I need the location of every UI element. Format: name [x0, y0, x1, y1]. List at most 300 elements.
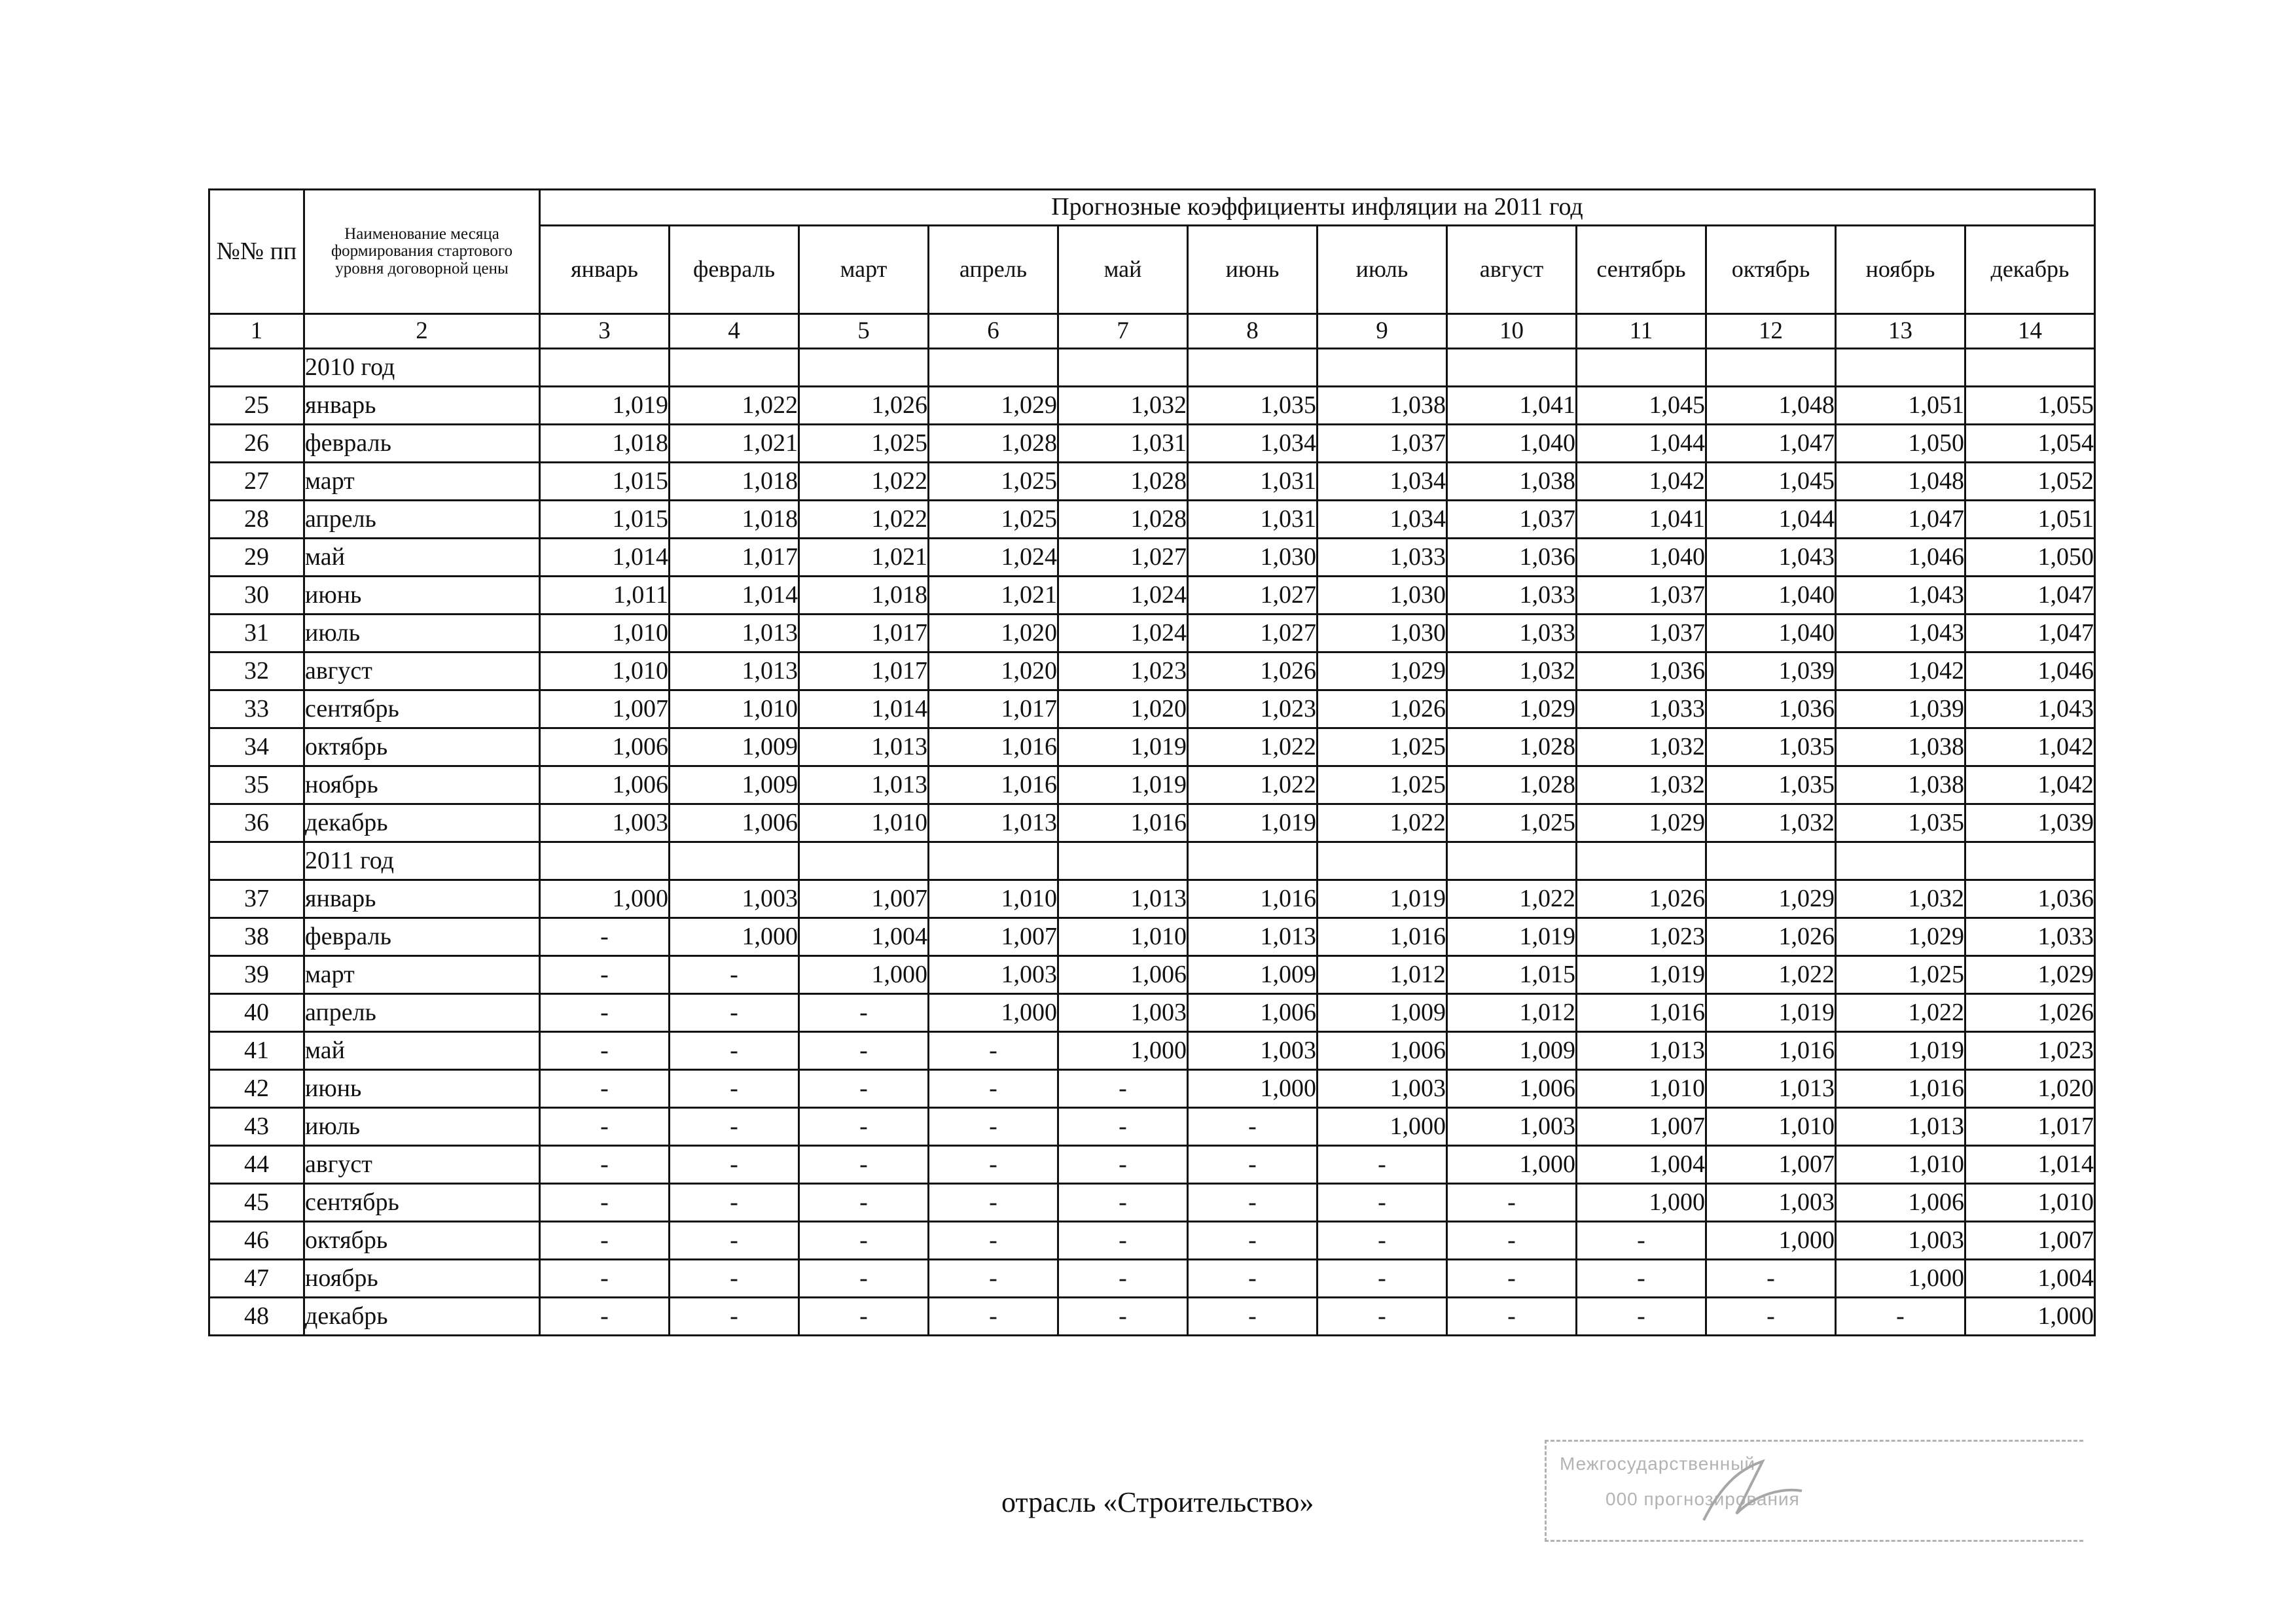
table-row	[209, 387, 2095, 425]
column-number: 4	[670, 314, 799, 349]
coefficient-cell: 1,041	[1447, 387, 1577, 425]
row-number: 29	[209, 539, 304, 577]
coefficient-cell: 1,012	[1447, 994, 1577, 1032]
coefficient-cell: 1,050	[1836, 425, 1965, 463]
coefficient-cell: 1,014	[670, 577, 799, 615]
row-number: 45	[209, 1184, 304, 1222]
row-number: 33	[209, 690, 304, 728]
coefficient-cell: 1,000	[1965, 1298, 2095, 1336]
empty-cell	[1188, 349, 1318, 387]
coefficient-cell: -	[1058, 1146, 1188, 1184]
empty-cell	[1965, 842, 2095, 880]
table-row	[209, 728, 2095, 766]
coefficient-cell: 1,017	[929, 690, 1058, 728]
coefficient-cell: 1,031	[1058, 425, 1188, 463]
coefficient-cell: -	[540, 1184, 670, 1222]
column-number: 6	[929, 314, 1058, 349]
coefficient-cell: 1,034	[1318, 463, 1447, 501]
coefficient-cell: -	[1058, 1260, 1188, 1298]
coefficient-cell: 1,025	[1318, 728, 1447, 766]
coefficient-cell: 1,013	[799, 766, 929, 804]
coefficient-cell: -	[929, 1032, 1058, 1070]
coefficient-cell: -	[1058, 1070, 1188, 1108]
coefficient-cell: -	[670, 1298, 799, 1336]
coefficient-cell: 1,028	[1058, 463, 1188, 501]
coefficient-cell: 1,033	[1447, 615, 1577, 652]
coefficient-cell: 1,036	[1706, 690, 1836, 728]
coefficient-cell: 1,018	[670, 501, 799, 539]
coefficient-cell: 1,037	[1318, 425, 1447, 463]
row-month-name: июнь	[304, 1070, 540, 1108]
coefficient-cell: 1,003	[1058, 994, 1188, 1032]
coefficient-cell: -	[670, 1184, 799, 1222]
coefficient-cell: 1,020	[929, 615, 1058, 652]
coefficient-cell: 1,037	[1577, 577, 1706, 615]
year-label: 2010 год	[304, 349, 540, 387]
coefficient-cell: -	[799, 1146, 929, 1184]
coefficient-cell: 1,054	[1965, 425, 2095, 463]
coefficient-cell: 1,003	[540, 804, 670, 842]
coefficient-cell: 1,033	[1965, 918, 2095, 956]
coefficient-cell: 1,004	[799, 918, 929, 956]
coefficient-cell: -	[799, 1184, 929, 1222]
coefficient-cell: 1,010	[540, 652, 670, 690]
coefficient-cell: -	[540, 1032, 670, 1070]
coefficient-cell: 1,003	[1188, 1032, 1318, 1070]
coefficient-cell: -	[1577, 1260, 1706, 1298]
row-number: 44	[209, 1146, 304, 1184]
coefficient-cell: -	[929, 1260, 1058, 1298]
col-header-month: сентябрь	[1577, 226, 1706, 314]
coefficient-cell: 1,000	[1447, 1146, 1577, 1184]
coefficient-cell: 1,025	[799, 425, 929, 463]
coefficient-cell: 1,048	[1836, 463, 1965, 501]
coefficient-cell: 1,000	[670, 918, 799, 956]
empty-cell	[1058, 842, 1188, 880]
coefficient-cell: 1,023	[1965, 1032, 2095, 1070]
coefficient-cell: 1,019	[1188, 804, 1318, 842]
col-header-month: февраль	[670, 226, 799, 314]
coefficient-cell: 1,013	[670, 652, 799, 690]
coefficient-cell: 1,016	[929, 766, 1058, 804]
coefficient-cell: 1,016	[929, 728, 1058, 766]
coefficient-cell: 1,000	[1188, 1070, 1318, 1108]
coefficient-cell: 1,042	[1965, 728, 2095, 766]
row-month-name: сентябрь	[304, 690, 540, 728]
coefficient-cell: 1,029	[1965, 956, 2095, 994]
coefficient-cell: 1,024	[1058, 615, 1188, 652]
coefficient-cell: 1,039	[1836, 690, 1965, 728]
coefficient-cell: 1,038	[1318, 387, 1447, 425]
coefficient-cell: 1,007	[1577, 1108, 1706, 1146]
coefficient-cell: -	[540, 994, 670, 1032]
column-number: 11	[1577, 314, 1706, 349]
coefficient-cell: 1,040	[1577, 539, 1706, 577]
coefficient-cell: 1,019	[1577, 956, 1706, 994]
row-number: 36	[209, 804, 304, 842]
coefficient-cell: 1,018	[799, 577, 929, 615]
coefficient-cell: 1,000	[540, 880, 670, 918]
industry-footer: отрасль «Строительство»	[1001, 1486, 1314, 1518]
coefficient-cell: 1,039	[1706, 652, 1836, 690]
column-number: 10	[1447, 314, 1577, 349]
coefficient-cell: -	[670, 1260, 799, 1298]
column-number: 14	[1965, 314, 2095, 349]
coefficient-cell: 1,006	[670, 804, 799, 842]
coefficient-cell: 1,043	[1836, 577, 1965, 615]
table-title: Прогнозные коэффициенты инфляции на 2011 год	[540, 190, 2095, 226]
coefficient-cell: 1,024	[1058, 577, 1188, 615]
row-number: 27	[209, 463, 304, 501]
coefficient-cell: -	[540, 918, 670, 956]
coefficient-cell: 1,007	[929, 918, 1058, 956]
coefficient-cell: 1,013	[929, 804, 1058, 842]
coefficient-cell: -	[670, 994, 799, 1032]
coefficient-cell: 1,022	[799, 501, 929, 539]
coefficient-cell: 1,017	[799, 615, 929, 652]
coefficient-cell: 1,000	[1058, 1032, 1188, 1070]
row-month-name: май	[304, 539, 540, 577]
coefficient-cell: 1,026	[1188, 652, 1318, 690]
coefficient-cell: 1,010	[670, 690, 799, 728]
coefficient-cell: -	[799, 994, 929, 1032]
table-row	[209, 956, 2095, 994]
coefficient-cell: -	[540, 1146, 670, 1184]
coefficient-cell: 1,028	[1447, 728, 1577, 766]
coefficient-cell: -	[1577, 1222, 1706, 1260]
empty-cell	[1577, 349, 1706, 387]
column-number: 7	[1058, 314, 1188, 349]
coefficient-cell: 1,030	[1318, 577, 1447, 615]
coefficient-cell: 1,020	[929, 652, 1058, 690]
row-month-name: февраль	[304, 918, 540, 956]
row-month-name: август	[304, 652, 540, 690]
table-row	[209, 463, 2095, 501]
col-header-number: №№ пп	[209, 190, 304, 314]
coefficient-cell: 1,042	[1965, 766, 2095, 804]
coefficient-cell: 1,027	[1058, 539, 1188, 577]
coefficient-cell: 1,018	[670, 463, 799, 501]
coefficient-cell: 1,022	[670, 387, 799, 425]
coefficient-cell: -	[1318, 1222, 1447, 1260]
coefficient-cell: 1,028	[1447, 766, 1577, 804]
coefficient-cell: -	[670, 1146, 799, 1184]
coefficient-cell: 1,003	[670, 880, 799, 918]
coefficient-cell: 1,036	[1577, 652, 1706, 690]
coefficient-cell: 1,040	[1706, 615, 1836, 652]
coefficient-cell: 1,017	[799, 652, 929, 690]
coefficient-cell: 1,040	[1447, 425, 1577, 463]
row-month-name: сентябрь	[304, 1184, 540, 1222]
row-month-name: апрель	[304, 994, 540, 1032]
coefficient-cell: 1,026	[1577, 880, 1706, 918]
coefficient-cell: 1,006	[540, 728, 670, 766]
coefficient-cell: 1,021	[929, 577, 1058, 615]
empty-cell	[209, 349, 304, 387]
empty-cell	[1706, 842, 1836, 880]
coefficient-cell: 1,004	[1577, 1146, 1706, 1184]
coefficient-cell: -	[1577, 1298, 1706, 1336]
coefficient-cell: 1,013	[1188, 918, 1318, 956]
coefficient-cell: -	[1706, 1298, 1836, 1336]
coefficient-cell: -	[799, 1222, 929, 1260]
col-header-month: июнь	[1188, 226, 1318, 314]
coefficient-cell: 1,003	[1447, 1108, 1577, 1146]
table-row	[209, 1184, 2095, 1222]
coefficient-cell: -	[1447, 1184, 1577, 1222]
coefficient-cell: -	[1447, 1298, 1577, 1336]
stamp-line-2: 000 прогнозирования	[1605, 1489, 1800, 1509]
coefficient-cell: 1,031	[1188, 501, 1318, 539]
row-month-name: июль	[304, 1108, 540, 1146]
coefficient-cell: 1,010	[540, 615, 670, 652]
coefficient-cell: 1,024	[929, 539, 1058, 577]
column-number: 13	[1836, 314, 1965, 349]
coefficient-cell: -	[929, 1298, 1058, 1336]
coefficient-cell: 1,021	[799, 539, 929, 577]
row-number: 40	[209, 994, 304, 1032]
coefficient-cell: 1,006	[1318, 1032, 1447, 1070]
coefficient-cell: 1,009	[1447, 1032, 1577, 1070]
empty-cell	[209, 842, 304, 880]
coefficient-cell: 1,046	[1836, 539, 1965, 577]
empty-cell	[799, 349, 929, 387]
column-number: 1	[209, 314, 304, 349]
coefficient-cell: 1,045	[1706, 463, 1836, 501]
coefficient-cell: -	[1058, 1108, 1188, 1146]
stamp-line-1: Межгосударственный	[1560, 1454, 1755, 1474]
coefficient-cell: 1,006	[1836, 1184, 1965, 1222]
coefficient-cell: -	[799, 1032, 929, 1070]
row-number: 46	[209, 1222, 304, 1260]
coefficient-cell: -	[540, 1222, 670, 1260]
empty-cell	[1318, 842, 1447, 880]
coefficient-cell: 1,043	[1965, 690, 2095, 728]
coefficient-cell: -	[540, 956, 670, 994]
coefficient-cell: 1,019	[1706, 994, 1836, 1032]
coefficient-cell: 1,009	[670, 766, 799, 804]
coefficient-cell: 1,007	[1706, 1146, 1836, 1184]
coefficient-cell: 1,007	[540, 690, 670, 728]
row-month-name: январь	[304, 387, 540, 425]
coefficient-cell: 1,030	[1318, 615, 1447, 652]
coefficient-cell: 1,035	[1188, 387, 1318, 425]
coefficient-cell: 1,027	[1188, 615, 1318, 652]
row-month-name: март	[304, 463, 540, 501]
empty-cell	[1188, 842, 1318, 880]
column-number: 12	[1706, 314, 1836, 349]
row-number: 38	[209, 918, 304, 956]
coefficient-cell: 1,044	[1706, 501, 1836, 539]
coefficient-cell: 1,014	[540, 539, 670, 577]
table-row	[209, 425, 2095, 463]
coefficient-cell: 1,000	[1706, 1222, 1836, 1260]
coefficient-cell: -	[1318, 1184, 1447, 1222]
coefficient-cell: 1,011	[540, 577, 670, 615]
empty-cell	[1447, 842, 1577, 880]
coefficient-cell: 1,051	[1836, 387, 1965, 425]
coefficient-cell: 1,009	[670, 728, 799, 766]
coefficient-cell: 1,022	[1706, 956, 1836, 994]
coefficient-cell: 1,016	[1706, 1032, 1836, 1070]
coefficient-cell: 1,043	[1836, 615, 1965, 652]
empty-cell	[540, 349, 670, 387]
row-month-name: декабрь	[304, 804, 540, 842]
coefficient-cell: 1,000	[1577, 1184, 1706, 1222]
coefficient-cell: 1,033	[1447, 577, 1577, 615]
empty-cell	[670, 842, 799, 880]
coefficient-cell: 1,032	[1836, 880, 1965, 918]
coefficient-cell: -	[1318, 1146, 1447, 1184]
coefficient-cell: 1,010	[1058, 918, 1188, 956]
coefficient-cell: -	[540, 1260, 670, 1298]
coefficient-cell: 1,026	[1965, 994, 2095, 1032]
coefficient-cell: 1,051	[1965, 501, 2095, 539]
coefficient-cell: 1,025	[929, 463, 1058, 501]
row-number: 26	[209, 425, 304, 463]
coefficient-cell: 1,003	[929, 956, 1058, 994]
coefficient-cell: 1,013	[1836, 1108, 1965, 1146]
row-month-name: февраль	[304, 425, 540, 463]
coefficient-cell: 1,019	[1836, 1032, 1965, 1070]
row-month-name: ноябрь	[304, 1260, 540, 1298]
col-header-month: август	[1447, 226, 1577, 314]
col-header-month: январь	[540, 226, 670, 314]
coefficient-cell: 1,055	[1965, 387, 2095, 425]
row-month-name: октябрь	[304, 1222, 540, 1260]
row-number: 43	[209, 1108, 304, 1146]
coefficient-cell: 1,004	[1965, 1260, 2095, 1298]
table-row	[209, 1260, 2095, 1298]
empty-cell	[1058, 349, 1188, 387]
coefficient-cell: 1,016	[1836, 1070, 1965, 1108]
empty-cell	[799, 842, 929, 880]
row-number: 25	[209, 387, 304, 425]
row-month-name: июль	[304, 615, 540, 652]
empty-cell	[1577, 842, 1706, 880]
column-number: 3	[540, 314, 670, 349]
coefficient-cell: -	[1058, 1222, 1188, 1260]
coefficient-cell: 1,025	[1318, 766, 1447, 804]
row-number: 31	[209, 615, 304, 652]
empty-cell	[929, 349, 1058, 387]
coefficient-cell: 1,029	[929, 387, 1058, 425]
col-header-month: октябрь	[1706, 226, 1836, 314]
row-month-name: июнь	[304, 577, 540, 615]
coefficient-cell: 1,030	[1188, 539, 1318, 577]
coefficient-cell: 1,045	[1577, 387, 1706, 425]
coefficient-cell: 1,036	[1965, 880, 2095, 918]
coefficient-cell: 1,015	[540, 463, 670, 501]
coefficient-cell: 1,010	[1965, 1184, 2095, 1222]
coefficient-cell: -	[799, 1298, 929, 1336]
coefficient-cell: 1,023	[1577, 918, 1706, 956]
coefficient-cell: 1,000	[1836, 1260, 1965, 1298]
table-row	[209, 918, 2095, 956]
row-number: 28	[209, 501, 304, 539]
year-label: 2011 год	[304, 842, 540, 880]
coefficient-cell: 1,033	[1318, 539, 1447, 577]
coefficient-cell: -	[540, 1298, 670, 1336]
coefficient-cell: 1,009	[1188, 956, 1318, 994]
coefficient-cell: 1,042	[1577, 463, 1706, 501]
coefficient-cell: 1,019	[540, 387, 670, 425]
row-number: 39	[209, 956, 304, 994]
col-header-month: декабрь	[1965, 226, 2095, 314]
coefficient-cell: -	[799, 1070, 929, 1108]
coefficient-cell: -	[799, 1108, 929, 1146]
coefficient-cell: 1,000	[1318, 1108, 1447, 1146]
coefficient-cell: 1,022	[1318, 804, 1447, 842]
coefficient-cell: 1,006	[540, 766, 670, 804]
table-row	[209, 1146, 2095, 1184]
col-header-month: ноябрь	[1836, 226, 1965, 314]
coefficient-cell: 1,016	[1188, 880, 1318, 918]
coefficient-cell: -	[1058, 1184, 1188, 1222]
coefficient-cell: 1,035	[1836, 804, 1965, 842]
coefficient-cell: 1,019	[1447, 918, 1577, 956]
coefficient-cell: 1,017	[670, 539, 799, 577]
coefficient-cell: 1,021	[670, 425, 799, 463]
coefficient-cell: 1,037	[1447, 501, 1577, 539]
coefficient-cell: 1,015	[540, 501, 670, 539]
coefficient-cell: 1,027	[1188, 577, 1318, 615]
coefficient-cell: 1,038	[1836, 766, 1965, 804]
col-header-month-name: Наименование месяца формирования стартового уровня договорной цены	[304, 190, 540, 314]
coefficient-cell: 1,033	[1577, 690, 1706, 728]
table-row	[209, 1298, 2095, 1336]
coefficient-cell: 1,012	[1318, 956, 1447, 994]
coefficient-cell: 1,003	[1318, 1070, 1447, 1108]
coefficient-cell: 1,038	[1836, 728, 1965, 766]
inflation-coefficients-table	[208, 188, 2096, 1336]
coefficient-cell: 1,034	[1188, 425, 1318, 463]
coefficient-cell: 1,010	[929, 880, 1058, 918]
coefficient-cell: -	[670, 1222, 799, 1260]
row-month-name: май	[304, 1032, 540, 1070]
signature-mark	[1547, 1442, 2083, 1540]
table-row	[209, 994, 2095, 1032]
coefficient-cell: 1,029	[1706, 880, 1836, 918]
coefficient-cell: 1,020	[1058, 690, 1188, 728]
col-header-month: июль	[1318, 226, 1447, 314]
coefficient-cell: -	[670, 1108, 799, 1146]
col-header-month: апрель	[929, 226, 1058, 314]
coefficient-cell: 1,019	[1318, 880, 1447, 918]
coefficient-cell: 1,032	[1058, 387, 1188, 425]
coefficient-cell: -	[1318, 1260, 1447, 1298]
coefficient-cell: -	[670, 1032, 799, 1070]
coefficient-cell: -	[540, 1108, 670, 1146]
coefficient-cell: -	[1188, 1222, 1318, 1260]
coefficient-cell: 1,000	[929, 994, 1058, 1032]
row-number: 34	[209, 728, 304, 766]
coefficient-cell: -	[1188, 1298, 1318, 1336]
coefficient-cell: 1,028	[929, 425, 1058, 463]
coefficient-cell: 1,029	[1447, 690, 1577, 728]
col-header-month: март	[799, 226, 929, 314]
coefficient-cell: -	[929, 1184, 1058, 1222]
coefficient-cell: 1,035	[1706, 766, 1836, 804]
coefficient-cell: 1,017	[1965, 1108, 2095, 1146]
row-month-name: январь	[304, 880, 540, 918]
coefficient-cell: 1,038	[1447, 463, 1577, 501]
table-row	[209, 880, 2095, 918]
coefficient-cell: 1,016	[1577, 994, 1706, 1032]
coefficient-cell: 1,007	[799, 880, 929, 918]
coefficient-cell: 1,022	[1447, 880, 1577, 918]
empty-cell	[1836, 842, 1965, 880]
